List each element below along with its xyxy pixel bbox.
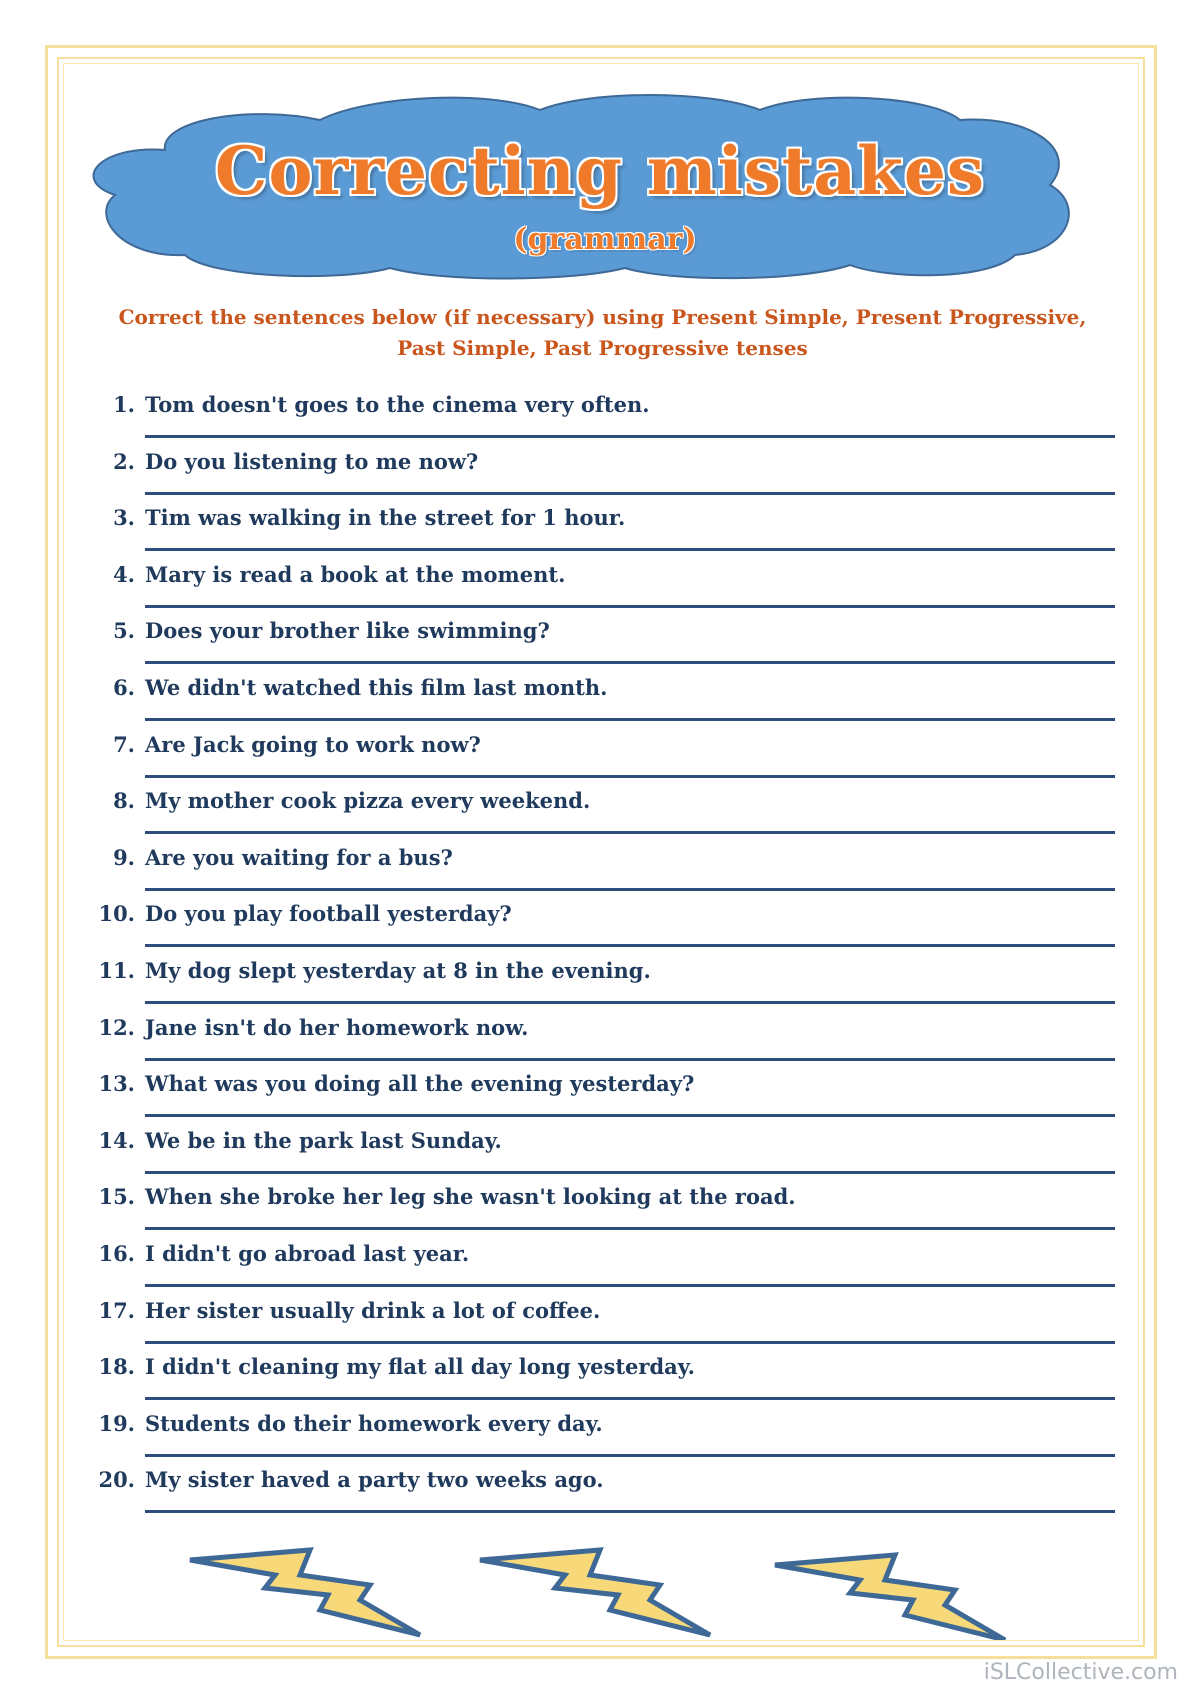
exercise-sentence: We didn't watched this film last month. <box>145 674 608 700</box>
exercise-sentence: What was you doing all the evening yesterday? <box>145 1071 695 1097</box>
exercise-item <box>95 1354 1135 1411</box>
exercise-item <box>95 1128 1135 1185</box>
exercise-item <box>95 732 1135 789</box>
exercise-item <box>95 845 1135 902</box>
watermark: iSLCollective.com <box>983 1660 1178 1685</box>
exercise-item <box>95 562 1135 619</box>
page-subtitle: (grammar) <box>513 222 697 257</box>
exercise-sentence: I didn't cleaning my flat all day long yesterday. <box>145 1354 695 1380</box>
exercise-item <box>95 449 1135 506</box>
exercise-item <box>95 958 1135 1015</box>
exercise-number: 19. <box>98 1410 135 1436</box>
exercise-item <box>95 618 1135 675</box>
exercise-number: 15. <box>98 1184 135 1210</box>
instructions <box>90 302 1115 364</box>
exercise-sentence: Jane isn't do her homework now. <box>145 1014 529 1040</box>
exercise-number: 7. <box>113 731 135 757</box>
exercise-sentence: My dog slept yesterday at 8 in the evening. <box>145 957 651 983</box>
answer-line[interactable] <box>145 548 1115 551</box>
answer-line[interactable] <box>145 1341 1115 1344</box>
exercise-item <box>95 1184 1135 1241</box>
answer-line[interactable] <box>145 718 1115 721</box>
exercise-sentence: My mother cook pizza every weekend. <box>145 788 591 814</box>
exercise-number: 4. <box>113 561 135 587</box>
exercise-sentence: Her sister usually drink a lot of coffee. <box>145 1297 601 1323</box>
exercise-number: 9. <box>113 844 135 870</box>
exercise-list <box>95 392 1135 1524</box>
page-title: Correcting mistakes <box>214 132 986 210</box>
answer-line[interactable] <box>145 1058 1115 1061</box>
answer-line[interactable] <box>145 1227 1115 1230</box>
exercise-item <box>95 392 1135 449</box>
exercise-item <box>95 1015 1135 1072</box>
exercise-sentence: I didn't go abroad last year. <box>145 1240 470 1266</box>
answer-line[interactable] <box>145 435 1115 438</box>
exercise-sentence: Mary is read a book at the moment. <box>145 561 566 587</box>
answer-line[interactable] <box>145 1397 1115 1400</box>
exercise-item <box>95 901 1135 958</box>
exercise-number: 1. <box>113 392 135 417</box>
exercise-sentence: We be in the park last Sunday. <box>145 1127 502 1153</box>
exercise-number: 6. <box>113 674 135 700</box>
lightning-bolt-icon <box>190 1550 420 1635</box>
exercise-number: 8. <box>113 788 135 814</box>
answer-line[interactable] <box>145 831 1115 834</box>
instructions-line-1: Correct the sentences below (if necessary) using Present Simple, Present Progressive, <box>118 305 1087 329</box>
answer-line[interactable] <box>145 1114 1115 1117</box>
answer-line[interactable] <box>145 492 1115 495</box>
exercise-sentence: When she broke her leg she wasn't looking at the road. <box>145 1184 796 1210</box>
answer-line[interactable] <box>145 944 1115 947</box>
exercise-number: 5. <box>113 618 135 644</box>
exercise-sentence: Students do their homework every day. <box>145 1410 603 1436</box>
exercise-sentence: Do you play football yesterday? <box>145 901 512 927</box>
exercise-sentence: My sister haved a party two weeks ago. <box>145 1467 604 1493</box>
exercise-item <box>95 675 1135 732</box>
exercise-sentence: Are Jack going to work now? <box>145 731 481 757</box>
exercise-number: 17. <box>98 1297 135 1323</box>
answer-line[interactable] <box>145 1284 1115 1287</box>
exercise-item <box>95 1467 1135 1524</box>
answer-line[interactable] <box>145 605 1115 608</box>
lightning-bolt-icon <box>775 1555 1005 1640</box>
exercise-item <box>95 1298 1135 1355</box>
exercise-sentence: Are you waiting for a bus? <box>145 844 453 870</box>
lightning-bolt-icon <box>480 1550 710 1635</box>
exercise-item <box>95 1411 1135 1468</box>
exercise-number: 2. <box>113 448 135 474</box>
answer-line[interactable] <box>145 1510 1115 1513</box>
exercise-number: 14. <box>98 1127 135 1153</box>
exercise-number: 16. <box>98 1240 135 1266</box>
answer-line[interactable] <box>145 775 1115 778</box>
answer-line[interactable] <box>145 888 1115 891</box>
exercise-number: 20. <box>98 1467 135 1493</box>
answer-line[interactable] <box>145 661 1115 664</box>
exercise-number: 13. <box>98 1071 135 1097</box>
instructions-line-2: Past Simple, Past Progressive tenses <box>397 336 808 360</box>
exercise-number: 12. <box>98 1014 135 1040</box>
exercise-number: 10. <box>98 901 135 927</box>
exercise-number: 11. <box>98 957 135 983</box>
exercise-item <box>95 1241 1135 1298</box>
exercise-sentence: Tom doesn't goes to the cinema very often. <box>145 392 650 417</box>
answer-line[interactable] <box>145 1001 1115 1004</box>
exercise-number: 18. <box>98 1354 135 1380</box>
exercise-sentence: Tim was walking in the street for 1 hour. <box>145 505 626 531</box>
exercise-item <box>95 788 1135 845</box>
exercise-item <box>95 505 1135 562</box>
exercise-sentence: Do you listening to me now? <box>145 448 479 474</box>
answer-line[interactable] <box>145 1454 1115 1457</box>
exercise-item <box>95 1071 1135 1128</box>
answer-line[interactable] <box>145 1171 1115 1174</box>
lightning-bolts-decoration <box>180 1540 1040 1640</box>
exercise-number: 3. <box>113 505 135 531</box>
exercise-sentence: Does your brother like swimming? <box>145 618 550 644</box>
